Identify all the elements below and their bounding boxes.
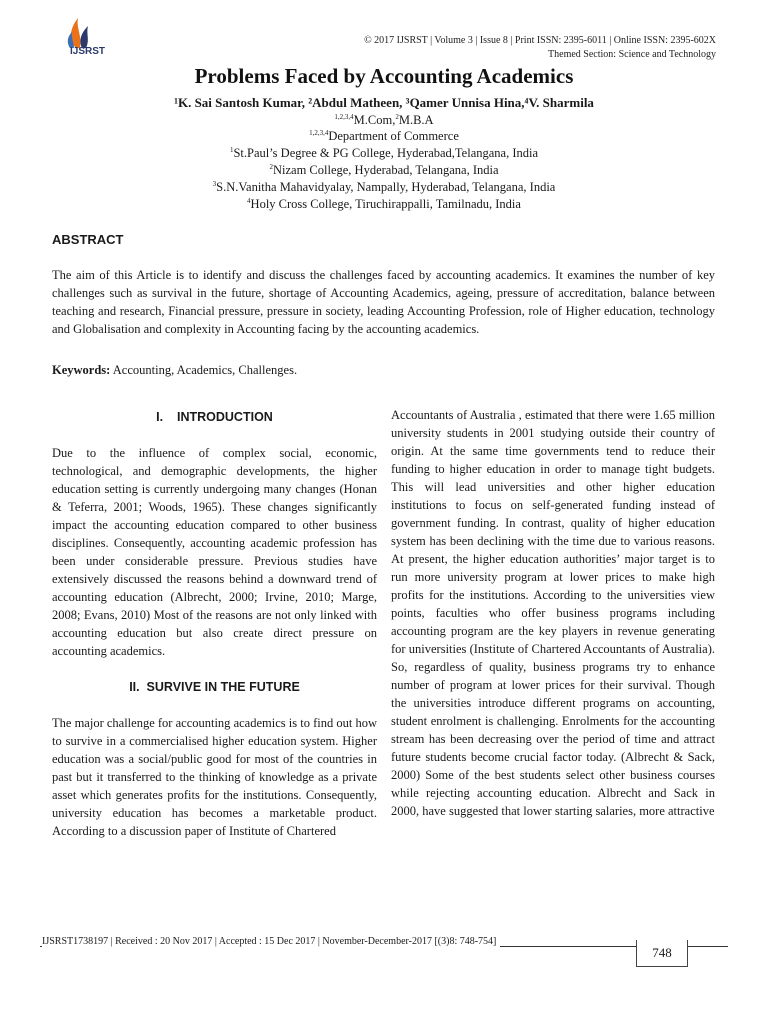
abstract-body: The aim of this Article is to identify and discuss the challenges faced by accounting academics. It examines the number of key challenges such as survival in the future, shortage of Accounting Academics, ageing, pressure of accreditation, balance between teaching and research, Financial pressure, pressure in society, leading Accounting Profession, role of Higher education, technology and Globalisation and complexity in Accounting facing by the accounting academics. <box>52 268 715 336</box>
affiliation-1: $^1$St.Paul’s Degree & PG College, Hyderabad,Telangana, India <box>229 146 539 161</box>
right-column-paragraph: Accountants of Australia , estimated that there were 1.65 million university students in 2001 studying outside their country of origin. At the same time governments tend to reduce their funding to higher education in order to manage tight budgets. This will lead universities and other higher education institutions to focus on self-generated funding instead of government funding. In contrast, quality of higher education system has been declining with the time due to various reasons. At present, the higher education authorities’ major target is to run more university program at lower prices to make high profits for the institutions. According to the universities view points, faculties who offer business programs including accounting program are the key players in revenue generating for universities (Institute of Chartered Accountants of Australia). So, regardless of quality, business programs try to enhance number of program at lower prices for their survival. Though the universities introduce different programs on accounting, student enrolment is challenging. Enrolments for the accounting stream has been decreasing over the period of time and attract future students become crucial factor today. (Albrecht & Sack, 2000) Some of the best students select other business courses while rejecting accounting education. Albrecht and Sack in 2000, have suggested that lower starting salaries, more attractive <box>391 408 715 818</box>
header-meta <box>364 34 716 62</box>
logo-text: IJSRST <box>70 46 106 57</box>
themed-section: Themed Section: Science and Technology <box>548 49 716 60</box>
intro-paragraph: Due to the influence of complex social, economic, technological, and demographic developments, the higher education setting is currently undergoing many changes (Honan & Teferra, 2001; Woods, 1965). These changes significantly impact the accounting education compared to other business disciplines. Consequently, accounting academic profession has been under considerable pressure. Previous studies have extensively discussed the reasons behind a downward trend of accounting education (Albrecht, 2000; Irvine, 2010; Marge, 2008; Evans, 2010) Most of the reasons are not only linked with accounting education but also create direct pressure on accounting academics. <box>52 446 377 658</box>
left-column <box>52 406 377 858</box>
page-number: 748 <box>636 940 688 967</box>
paper-title: Problems Faced by Accounting Academics <box>194 64 574 88</box>
department-line: $^{1,2,3,4}$Department of Commerce <box>309 129 459 144</box>
keywords-label: Keywords: <box>52 363 111 377</box>
flame-logo-icon <box>56 14 120 50</box>
intro-heading: I. INTRODUCTION <box>156 410 273 424</box>
issue-line: © 2017 IJSRST | Volume 3 | Issue 8 | Print ISSN: 2395-6011 | Online ISSN: 2395-602X <box>364 35 716 46</box>
keywords-values: Accounting, Academics, Challenges. <box>110 363 298 377</box>
survive-paragraph: The major challenge for accounting academics is to find out how to survive in a commercialised higher education system. Higher education was a social/public good for most of the countries in past but it transferred to the thinking of knowledge as a private asset which generates profits for the institutions. Consequently, university education has becomes a marketable product. According to a discussion paper of Institute of Chartered <box>52 716 377 838</box>
survive-heading: II. SURVIVE IN THE FUTURE <box>129 680 300 694</box>
affiliation-2: $^2$Nizam College, Hyderabad, Telangana, India <box>269 163 499 178</box>
affiliation-3: $^3$S.N.Vanitha Mahavidyalay, Nampally, Hyderabad, Telangana, India <box>212 180 556 195</box>
right-column <box>391 406 715 838</box>
journal-logo <box>56 14 120 64</box>
footer-citation: IJSRST1738197 | Received : 20 Nov 2017 | Accepted : 15 Dec 2017 | November-December-2017 [(3)8: 748-754] <box>42 936 500 947</box>
abstract-heading: ABSTRACT <box>52 232 124 247</box>
author-list: ¹K. Sai Santosh Kumar, ²Abdul Matheen, ³Qamer Unnisa Hina,⁴V. Sharmila <box>174 95 594 110</box>
keywords-line <box>52 363 297 378</box>
degree-line: $^{1,2,3,4}$M.Com,$^2$M.B.A <box>334 113 434 128</box>
affiliation-4: $^4$Holy Cross College, Tiruchirappalli, Tamilnadu, India <box>247 197 521 212</box>
